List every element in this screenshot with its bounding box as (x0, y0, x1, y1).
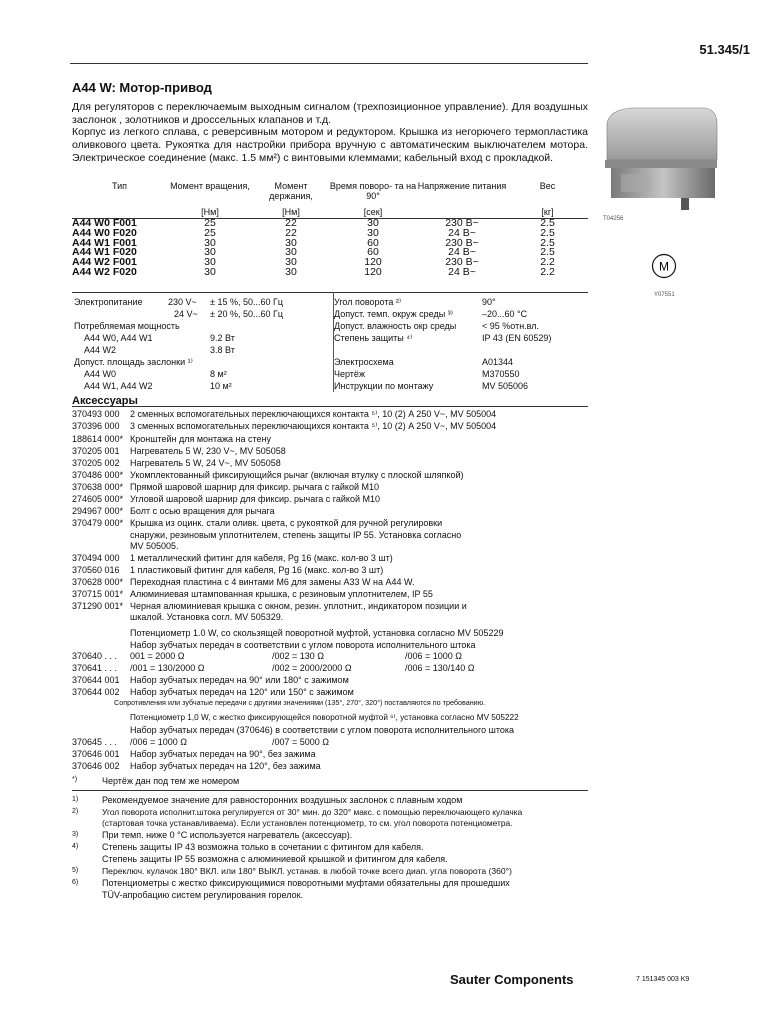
motor-letter: M (659, 259, 669, 274)
brand-name: Sauter Components (450, 972, 574, 987)
accessory-desc: Угловой шаровой шарнир для фиксир. рычага с гайкой M10 (130, 494, 380, 504)
spec-area-2-label: A44 W1, A44 W2 (84, 381, 153, 391)
intro-paragraph-2: Корпус из легкого сплава, с реверсивным мотором и редуктором. Крышка из негорючего термопластика оливкового цвета. Рукоятка для настройки прибора вручную с автоматическим выключателем мотора. Электрическое соединение (макс. 1.5 мм²) с винтовыми клеммами; кабельный вход с прокладкой. (72, 126, 588, 164)
footnote-mark: 6) (72, 879, 79, 886)
pot2-code-2: 370646 001 (72, 749, 120, 759)
pot2-desc-2: Набор зубчатых передач на 90°, без зажима (130, 749, 316, 759)
list-item (72, 446, 286, 456)
table-row (72, 248, 588, 258)
spec-power-1-tol: ± 15 %, 50...60 Гц (210, 297, 284, 307)
pot1-code-1: 370640 . . . (72, 651, 118, 661)
cell-type: A44 W2 F001 (72, 256, 137, 269)
list-item (72, 541, 179, 551)
pot1-code-3: 370644 001 (72, 675, 120, 685)
cell-voltage: 230 В~ (445, 236, 479, 249)
pot2-title: Потенциометр 1,0 W, с жестко фиксирующейся поворотной муфтой ⁶⁾, установка согласно MV 505222 (130, 713, 519, 722)
footnote (72, 890, 303, 900)
accessory-desc: 1 пластиковый фитинг для кабеля, Pg 16 (макс. кол-во 3 шт) (130, 565, 384, 575)
accessory-code: 370493 000 (72, 409, 120, 419)
cell-type: A44 W2 F020 (72, 265, 137, 278)
cell-hold: 30 (285, 236, 297, 249)
pot1-val-1a: 001 = 2000 Ω (130, 651, 185, 661)
list-item (72, 421, 496, 431)
accessory-desc: Черная алюминиевая крышка с окном, резин. уплотнит., индикатором позиции и (130, 601, 467, 611)
spec-area-label: Допуст. площадь заслонки ¹⁾ (74, 357, 193, 367)
accessory-code: 294967 000* (72, 506, 124, 516)
accessory-desc: Переходная пластина с 4 винтами M6 для замены A33 W на A44 W. (130, 577, 415, 587)
unit-torque: [Нм] (201, 207, 219, 217)
pot1-val-1c: /006 = 1000 Ω (405, 651, 463, 661)
cell-torque: 25 (167, 219, 253, 229)
footnote-mark: 1) (72, 796, 79, 803)
cell-weight: 2.5 (540, 246, 555, 259)
spec-power-1: 230 V~ (168, 297, 197, 307)
cell-weight: 2.2 (540, 256, 555, 269)
spec-cons-1-label: A44 W0, A44 W1 (84, 333, 153, 343)
footnote-mark: 2) (72, 808, 79, 815)
col-type: Тип (112, 181, 128, 191)
spec-drawing-label: Чертёж (334, 369, 365, 379)
accessory-desc: Алюминиевая штампованная крышка, с резиновым уплотнителем, IP 55 (130, 589, 433, 599)
col-weight: Вес (539, 181, 556, 191)
cell-type: A44 W1 F001 (72, 236, 137, 249)
pot1-code-2: 370641 . . . (72, 663, 118, 673)
table-row (72, 229, 588, 239)
footnote-text: При темп. ниже 0 °C используется нагреватель (аксессуар). (102, 830, 353, 840)
pot1-note: Сопротивления или зубчатые передачи с другими значениями (135°, 270°, 320°) поставляются по требованию. (114, 698, 486, 707)
cell-time: 30 (329, 219, 417, 229)
unit-hold: [Нм] (282, 207, 300, 217)
accessory-code: 371290 001* (72, 601, 124, 611)
col-torque: Момент вращения, (170, 181, 250, 191)
document-number: 51.345/1 (699, 42, 750, 57)
footnotes-divider (72, 790, 588, 791)
footnote (72, 866, 512, 876)
motor-code: Y07551 (654, 292, 675, 298)
cell-weight: 2.5 (540, 236, 555, 249)
cell-hold: 30 (285, 246, 297, 259)
cell-weight: 2.5 (507, 219, 588, 229)
footnote-mark: 4) (72, 843, 79, 850)
footnote (72, 807, 522, 817)
footnote (72, 854, 448, 864)
list-item (72, 434, 271, 444)
cell-voltage: 230 В~ (417, 219, 507, 229)
list-item (72, 518, 442, 528)
footnote (72, 878, 510, 888)
accessory-code: 370205 001 (72, 446, 120, 456)
footnote-mark: 3) (72, 831, 79, 838)
spec-power-2: 24 V~ (174, 309, 198, 319)
accessory-code: 274605 000* (72, 494, 124, 504)
list-item (72, 506, 275, 516)
top-divider (70, 63, 588, 64)
cell-type: A44 W0 F001 (72, 219, 167, 229)
cell-weight: 2.5 (540, 226, 555, 239)
cell-time: 120 (364, 256, 382, 269)
footnote (72, 795, 462, 805)
footnote-mark: 5) (72, 867, 79, 874)
star-note: Чертёж дан под тем же номером (102, 776, 240, 786)
footnote-text: Потенциометры с жестко фиксирующимися поворотными муфтами обязательны для прошедших (102, 878, 510, 888)
list-item (72, 409, 496, 419)
footnote-text: TÜV-апробацию систем регулирования горелок. (102, 890, 304, 900)
footnote-text: Угол поворота исполнит.штока регулируется от 30° мин. до 320° макс. с помощью переключающего кулачка (102, 807, 523, 817)
spec-drawing-value: M370550 (482, 369, 520, 379)
pot1-val-2c: /006 = 130/140 Ω (405, 663, 475, 673)
spec-area-1-value: 8 м² (210, 369, 227, 379)
footnote-text: Степень защиты IP 55 возможна с алюминиевой крышкой и фитингом для кабеля. (102, 854, 448, 864)
accessory-desc: Укомплектованный фиксирующийся рычаг (включая втулку с плоской шляпкой) (130, 470, 464, 480)
cell-time: 60 (367, 246, 379, 259)
type-table (72, 181, 588, 278)
spec-wiring-label: Электросхема (334, 357, 394, 367)
spec-manual-value: MV 505006 (482, 381, 529, 391)
cell-time: 60 (367, 236, 379, 249)
spec-power-label: Электропитание (74, 297, 143, 307)
cell-voltage: 230 В~ (445, 256, 479, 269)
col-time: Время поворо- та на 90° (329, 181, 417, 201)
cell-torque: 30 (204, 265, 216, 278)
cell-type: A44 W1 F020 (72, 246, 137, 259)
pot2-code-3: 370646 002 (72, 761, 120, 771)
footnote-text: Рекомендуемое значение для равносторонних воздушных заслонок с плавным ходом (102, 795, 463, 805)
cell-voltage: 24 В~ (448, 265, 476, 278)
cell-hold: 30 (285, 256, 297, 269)
pot2-code-1: 370645 . . . (72, 737, 118, 747)
list-item (72, 482, 379, 492)
accessory-code: 370205 002 (72, 458, 120, 468)
intro-paragraph-1: Для регуляторов с переключаемым выходным сигналом (трехпозиционное управление). Для воздушных заслонок , золотников и дроссельных клапанов и т.д. (72, 101, 588, 126)
accessory-desc: Кронштейн для монтажа на стену (130, 434, 272, 444)
specs-divider (333, 292, 334, 392)
unit-time: [сек] (363, 207, 383, 217)
list-item (72, 589, 433, 599)
pot1-subtitle: Набор зубчатых передач в соответствии с углом поворота исполнительного штока (130, 640, 476, 650)
list-item (72, 553, 393, 563)
spec-temp-value: –20...60 °С (482, 309, 528, 319)
cell-torque: 30 (204, 246, 216, 259)
spec-area-1-label: A44 W0 (84, 369, 117, 379)
accessory-desc: MV 505005. (130, 541, 179, 551)
accessory-code: 370628 000* (72, 577, 124, 587)
pot2-val-1a: /006 = 1000 Ω (130, 737, 188, 747)
actuator-photo (601, 102, 721, 214)
pot1-desc-3: Набор зубчатых передач на 90° или 180° с зажимом (130, 675, 349, 685)
spec-protection-value: IP 43 (EN 60529) (482, 333, 552, 343)
footnote (72, 842, 424, 852)
col-voltage: Напряжение питания (417, 181, 507, 191)
spec-power-2-tol: ± 20 %, 50...60 Гц (210, 309, 284, 319)
spec-wiring-value: A01344 (482, 357, 514, 367)
accessory-code: 188614 000* (72, 434, 124, 444)
spec-protection-label: Степень защиты ⁴⁾ (334, 333, 413, 343)
list-item (72, 470, 463, 480)
accessory-code: 370396 000 (72, 421, 120, 431)
pot1-code-4: 370644 002 (72, 687, 120, 697)
pot1-val-1b: /002 = 130 Ω (272, 651, 325, 661)
footnote-text: Переключ. кулачок 180° ВКЛ. или 180° ВЫКЛ. устанав. в любой точке всего диап. угла поворота (360°) (102, 866, 512, 876)
cell-time: 30 (367, 226, 379, 239)
accessory-code: 370479 000* (72, 518, 124, 528)
spec-humidity-value: < 95 %отн.вл. (482, 321, 539, 331)
list-item (72, 530, 461, 540)
pot2-subtitle: Набор зубчатых передач (370646) в соответствии с углом поворота исполнительного штока (130, 725, 515, 735)
accessory-desc: 2 сменных вспомогательных переключающихся контакта ⁵⁾, 10 (2) A 250 V~, MV 505004 (130, 409, 497, 419)
pot1-val-2a: /001 = 130/2000 Ω (130, 663, 205, 673)
spec-consumption-label: Потребляемая мощность (74, 321, 180, 331)
spec-temp-label: Допуст. темп. окруж среды ³⁾ (334, 309, 453, 319)
accessory-desc: Прямой шаровой шарнир для фиксир. рычага с гайкой M10 (130, 482, 379, 492)
accessory-desc: Нагреватель 5 W, 24 V~, MV 505058 (130, 458, 281, 468)
cell-torque: 25 (204, 226, 216, 239)
motor-symbol-icon (651, 253, 677, 279)
list-item (72, 612, 283, 622)
spec-cons-2-label: A44 W2 (84, 345, 117, 355)
accessory-code: 370560 016 (72, 565, 120, 575)
pot2-val-1b: /007 = 5000 Ω (272, 737, 330, 747)
list-item (72, 577, 415, 587)
cell-torque: 30 (204, 236, 216, 249)
footnote (72, 818, 513, 828)
table-row (72, 258, 588, 268)
star-note-mark: *) (72, 776, 78, 783)
list-item (72, 458, 281, 468)
accessory-desc: 1 металлический фитинг для кабеля, Pg 16 (макс. кол-во 3 шт) (130, 553, 393, 563)
accessory-desc: 3 сменных вспомогательных переключающихся контакта ⁵⁾, 10 (2) A 250 V~, MV 505004 (130, 421, 497, 431)
list-item (72, 494, 380, 504)
accessory-code: 370638 000* (72, 482, 124, 492)
accessory-desc: Нагреватель 5 W, 230 V~, MV 505058 (130, 446, 286, 456)
accessory-code: 370715 001* (72, 589, 124, 599)
accessory-desc: Болт с осью вращения для рычага (130, 506, 275, 516)
accessory-code: 370494 000 (72, 553, 120, 563)
pot1-val-2b: /002 = 2000/2000 Ω (272, 663, 352, 673)
table-row (72, 268, 588, 278)
spec-cons-2-value: 3.8 Вт (210, 345, 235, 355)
accessory-desc: снаружи, резиновым уплотнителем, степень защиты IP 55. Установка согласно (130, 530, 462, 540)
pot1-desc-4: Набор зубчатых передач на 120° или 150° с зажимом (130, 687, 354, 697)
accessories-title: Аксессуары (72, 395, 138, 407)
page-title: A44 W: Мотор-привод (72, 80, 212, 95)
pot2-desc-3: Набор зубчатых передач на 120°, без зажима (130, 761, 321, 771)
accessory-desc: шкалой. Установка согл. MV 505329. (130, 612, 284, 622)
pot1-title: Потенциометр 1.0 W, со скользящей поворотной муфтой, установка согласно MV 505229 (130, 628, 504, 638)
spec-cons-1-value: 9.2 Вт (210, 333, 235, 343)
accessories-divider (72, 406, 588, 407)
spec-humidity-label: Допуст. влажность окр среды (334, 321, 457, 331)
specs-section (72, 292, 588, 393)
list-item (72, 601, 467, 611)
footnote-text: (стартовая точка устанавливаема). Если установлен потенциометр, то см. угол поворота потенциометра. (102, 818, 513, 828)
cell-hold: 30 (285, 265, 297, 278)
table-row (72, 239, 588, 249)
spec-angle-label: Угол поворота ²⁾ (334, 297, 402, 307)
cell-type: A44 W0 F020 (72, 226, 137, 239)
cell-hold: 22 (253, 219, 329, 229)
spec-angle-value: 90° (482, 297, 496, 307)
cell-hold: 22 (285, 226, 297, 239)
cell-time: 120 (364, 265, 382, 278)
cell-voltage: 24 В~ (448, 246, 476, 259)
spec-area-2-value: 10 м² (210, 381, 232, 391)
footnote-text: Степень защиты IP 43 возможна только в сочетании с фитингом для кабеля. (102, 842, 424, 852)
cell-voltage: 24 В~ (448, 226, 476, 239)
accessory-code: 370486 000* (72, 470, 124, 480)
cell-weight: 2.2 (540, 265, 555, 278)
unit-weight: [кг] (541, 207, 554, 217)
photo-code: T04256 (603, 216, 624, 222)
spec-manual-label: Инструкции по монтажу (334, 381, 434, 391)
footer-code: 7 151345 003 K9 (636, 976, 690, 983)
accessory-desc: Крышка из оцинк. стали оливк. цвета, с рукояткой для ручной регулировки (130, 518, 443, 528)
cell-torque: 30 (204, 256, 216, 269)
footnote (72, 830, 352, 840)
table-row (72, 219, 588, 229)
col-hold: Момент держания, (269, 181, 313, 201)
list-item (72, 565, 383, 575)
